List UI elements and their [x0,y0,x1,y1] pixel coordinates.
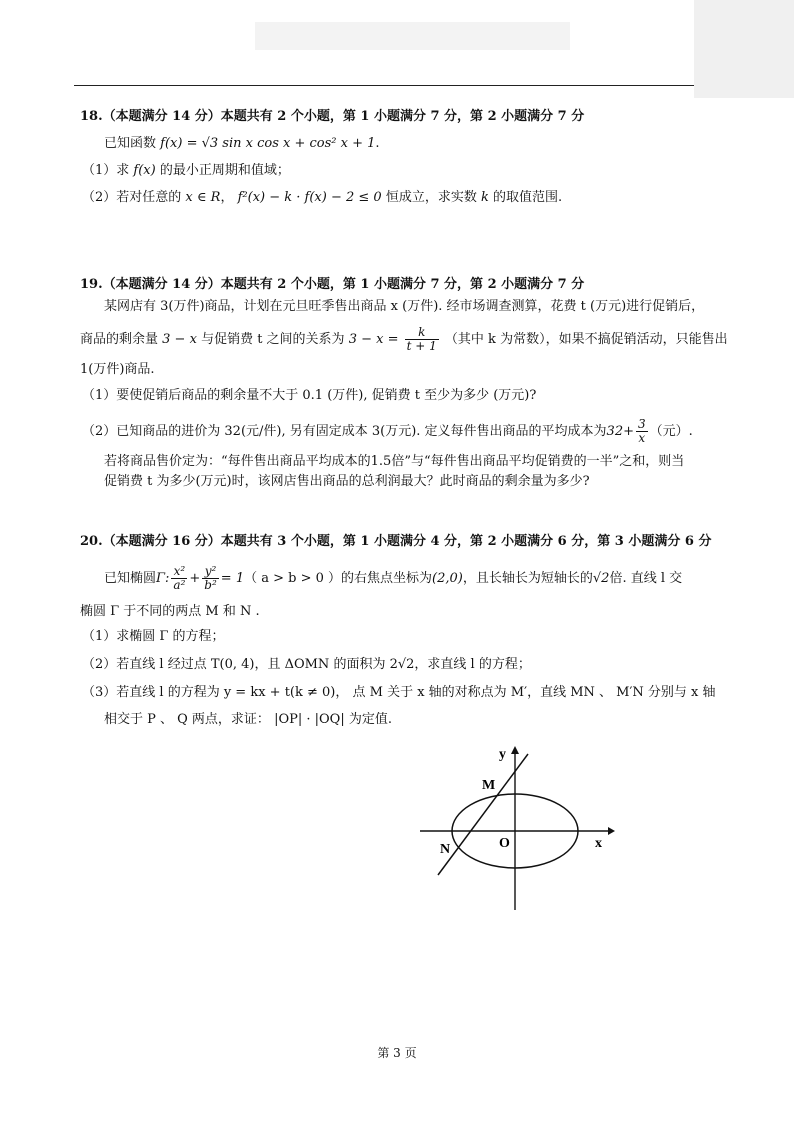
q18-part1-prefix: （1）求 [82,163,130,178]
blurred-corner-area [694,0,794,98]
q18-intro-suffix: . [375,136,380,151]
q20-part3-line1: （3）若直线 l 的方程为 y = kx + t(k ≠ 0)， 点 M 关于 x 轴的对称点为 M′，直线 MN 、 M′N 分别与 x 轴 [82,685,716,700]
q19-part2-line3: 促销费 t 为多少(万元)时，该网店售出商品的总利润最大？此时商品的剩余量为多少? [104,474,590,489]
q18-part2-k: k [480,190,489,205]
q19-fraction-denominator: t + 1 [406,339,437,353]
q20-title: 20.（本题满分 16 分）本题共有 3 个小题，第 1 小题满分 4 分，第 2 小题满分 6 分，第 3 小题满分 6 分 [80,534,712,549]
q19-line1: 某网店有 3(万件)商品，计划在元旦旺季售出商品 x (万件). 经市场调查测算，花费 t (万元)进行促销后， [104,299,705,314]
q20-fraction-y [202,565,219,592]
q20-condition: （ a > b > 0 ）的右焦点坐标为 [244,571,433,586]
label-y: y [499,747,506,762]
q19-fraction [405,326,439,353]
label-origin: O [499,836,510,851]
q19-part2-line2: 若将商品售价定为：“每件售出商品平均成本的1.5倍”与“每件售出商品平均促销费的一半”之和，则当 [104,454,685,469]
q19-line2-prefix: 商品的剩余量 [80,332,159,347]
q20-sqrt2: √2 [592,571,610,586]
q20-fraction-x-numerator: x² [171,565,187,579]
q20-plus: + [189,571,201,586]
q19-part2-suffix: （元）. [649,424,693,439]
q18-function-expr: f(x) = √3 sin x cos x + cos² x + 1 [160,136,376,151]
q18-part2-inequality: f²(x) − k · f(x) − 2 ≤ 0 [237,190,382,205]
q20-focus: (2,0) [432,571,463,586]
q20-fraction-y-denominator: b² [204,578,217,592]
q19-part2 [82,418,693,445]
q18-title: 18.（本题满分 14 分）本题共有 2 个小题，第 1 小题满分 7 分，第 2 小题满分 7 分 [80,109,585,124]
q18-intro-prefix: 已知函数 [104,136,157,151]
q19-part2-expr: 32+ [606,424,634,439]
q19-fraction-numerator: k [405,326,439,340]
q19-part1: （1）要使促销后商品的剩余量不大于 0.1 (万件), 促销费 t 至少为多少 (万元)? [82,388,537,403]
ellipse-figure [415,740,615,915]
label-n: N [440,842,451,857]
q18-part2 [82,189,562,207]
q19-line2 [80,326,728,353]
x-axis-arrow [608,827,615,835]
q19-line2-remain: 3 − x [162,332,197,347]
q19-part2-fraction [636,418,648,445]
q18-part2-prefix: （2）若对任意的 [82,190,182,205]
y-axis-arrow [511,746,519,754]
q18-part2-suffix: 恒成立，求实数 [385,190,477,205]
q19-line2-eq-left: 3 − x = [348,332,399,347]
q20-part3-line2: 相交于 P 、 Q 两点，求证： |OP| · |OQ| 为定值. [104,712,392,727]
q19-line2-mid: 与促销费 t 之间的关系为 [201,332,345,347]
q20-fraction-y-numerator: y² [202,565,219,579]
q18-part2-end: 的取值范围. [493,190,563,205]
q19-part2-fraction-numerator: 3 [637,417,646,431]
q19-line2-suffix: （其中 k 为常数），如果不搞促销活动，只能售出 [444,332,728,347]
blurred-header-area [255,22,570,50]
q20-part2: （2）若直线 l 经过点 T(0, 4)，且 ΔOMN 的面积为 2√2，求直线 l 的方程； [82,657,531,672]
q20-eq-one: = 1 [220,571,245,586]
q18-part2-mid: ， [220,190,234,205]
q20-fraction-x [171,565,187,592]
label-m: M [482,778,496,793]
q20-intro [104,565,682,592]
q20-fraction-x-denominator: a² [173,578,186,592]
page-footer: 第 3 页 [377,1046,417,1060]
q20-intro-suffix: ，且长轴长为短轴长的 [462,571,593,586]
q18-part1-suffix: 的最小正周期和值域； [159,163,290,178]
q20-intro-end: 倍. 直线 l 交 [609,571,683,586]
q20-line2: 椭圆 Γ 于不同的两点 M 和 N . [80,604,260,619]
q20-gamma: Γ: [156,571,170,586]
q18-intro [104,135,380,153]
q18-part1 [82,162,290,180]
header-rule [74,85,694,86]
q19-line3: 1(万件)商品. [80,362,155,377]
q20-part1: （1）求椭圆 Γ 的方程； [82,629,225,644]
q19-title: 19.（本题满分 14 分）本题共有 2 个小题，第 1 小题满分 7 分，第 2 小题满分 7 分 [80,277,585,292]
q19-part2-fraction-denominator: x [638,431,646,445]
q19-part2-prefix: （2）已知商品的进价为 32(元/件), 另有固定成本 3(万元). 定义每件售出商品的平均成本为 [82,424,607,439]
q18-part2-domain: x ∈ R [185,190,221,205]
label-x: x [595,836,602,851]
q18-part1-fx: f(x) [133,163,156,178]
q20-intro-prefix: 已知椭圆 [104,571,157,586]
